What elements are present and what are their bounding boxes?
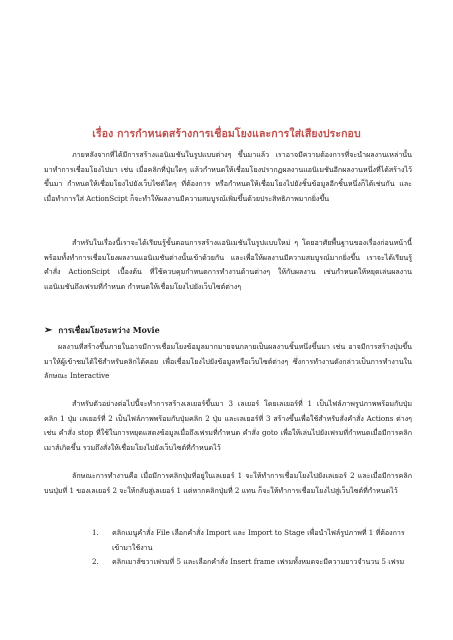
step-text: คลิกเมาส์ขวาเฟรมที่ 5 และเลือกคำสั่ง Insert frame เฟรมทั้งหมดจะมีความยาวจำนวน 5 เฟรม [112,557,405,567]
steps-list [92,526,412,570]
list-item [92,555,412,570]
page-title: เรื่อง การกำหนดสร้างการเชื่อมโยงและการใส่เสียงประกอบ [92,128,361,140]
step-number: 2. [92,557,99,567]
step-number: 1. [92,528,99,537]
list-item [92,526,412,555]
section-paragraph-1: ผลงานที่สร้างขึ้นภายในอาจมีการเชื่อมโยงข้อมูลมากมายจนกลายเป็นผลงานชิ้นหนึ่งขึ้นมา เช่น อาจมีการสร้างปุ่มขึ้นมาให้ผู้เข้าชมได้ใช้สำหรับคลิกได้คอย เพื่อเชื่อมโยงไปยังข้อมูลหรือเว็บไซต์ต่างๆ ซึ่งการทำงานดังกล่าวเป็นการทำงานในลักษณะ Interactive [44,342,412,381]
section-paragraph-2: สำหรับตัวอย่างต่อไปนี้จะทำการสร้างเลเยอร์ขึ้นมา 3 เลเยอร์ โดยเลเยอร์ที่ 1 เป็นไฟล์ภาพรูปภาพพร้อมกับปุ่มคลิก 1 ปุ่ม เลเยอร์ที่ 2 เป็นไฟล์ภาพพร้อมกับปุ่มคลิก 2 ปุ่ม และเลเยอร์ที่ 3 สร้างขึ้นเพื่อใช้สำหรับสั่งคำสั่ง Actions ต่างๆ เช่น คำสั่ง stop ที่ใช้ในการหยุดแสดงข้อมูลเมื่อถึงเฟรมที่กำหนด คำสั่ง goto เพื่อให้เล่นไปยังเฟรมที่กำหนดเมื่อมีการคลิกเมาส์เกิดขึ้น รวมถึงสั่งให้เชื่อมโยงไปยังเว็บไซต์ที่กำหนดไว้ [44,399,412,453]
arrow-bullet-icon: ➢ [44,324,53,336]
step-text: คลิกเมนูคำสั่ง File เลือกคำสั่ง Import และ Import to Stage เพื่อนำไฟล์รูปภาพที่ 1 ที่ต้องการเข้ามาใช้งาน [112,528,405,552]
section-heading-text: การเชื่อมโยงระหว่าง Movie [58,325,160,335]
intro-paragraph-1: ภายหลังจากที่ได้มีการสร้างแอนิเมชันในรูปแบบต่างๆ ขึ้นมาแล้ว เราอาจมีความต้องการที่จะนำผลงานเหล่านั้นมาทำการเชื่อมโยงไปมา เช่น เมื่อคลิกที่ปุ่มใดๆ แล้วกำหนดให้เชื่อมโยงปรากฏผลงานแอนิเมชันอีกผลงานหนึ่งที่ได้สร้างไว้ขึ้นมา กำหนดให้เชื่อมโยงไปยังเว็บไซต์ใดๆ ที่ต้องการ หรือกำหนดให้เชื่อมโยงไปยังชิ้นข้อมูลอีกชิ้นหนึ่งก็ได้เช่นกัน และเมื่อทำการใส่ ActionScipt ก็จะทำให้ผลงานมีความสมบูรณ์เพิ่มขึ้นด้วยประสิทธิภาพมากยิ่งขึ้น [44,150,412,204]
section-paragraph-3: ลักษณะการทำงานคือ เมื่อมีการคลิกปุ่มที่อยู่ในเลเยอร์ 1 จะให้ทำการเชื่อมโยงไปยังเลเยอร์ 2 และเมื่อมีการคลิกบนปุ่มที่ 1 ของเลเยอร์ 2 จะให้กลับสู่เลเยอร์ 1 แต่หากคลิกปุ่มที่ 2 แทน ก็จะให้ทำการเชื่อมโยงไปสู่เว็บไซต์ที่กำหนดไว้ [44,471,412,495]
section-heading [44,324,160,337]
intro-paragraph-2: สำหรับในเรื่องนี้เราจะได้เรียนรู้ขั้นตอนการสร้างแอนิเมชันในรูปแบบใหม่ ๆ โดยอาศัยพื้นฐานของเรื่องก่อนหน้านี้ พร้อมทั้งทำการเชื่อมโยงผลงานแอนิเมชันต่างนั้นเข้าด้วยกัน และเพื่อให้ผลงานมีความสมบูรณ์มากยิ่งขึ้น เราจะได้เรียนรู้ คำสั่ง ActionScipt เบื้องต้น ที่ใช้ควบคุมกำหนดการทำงานด้านต่างๆ ให้กับผลงาน เช่นกำหนดให้หยุดเล่นผลงาน แอนิเมชันถึงเฟรมที่กำหนด กำหนดให้เชื่อมโยงไปยังเว็บไซต์ต่างๆ [44,238,412,292]
